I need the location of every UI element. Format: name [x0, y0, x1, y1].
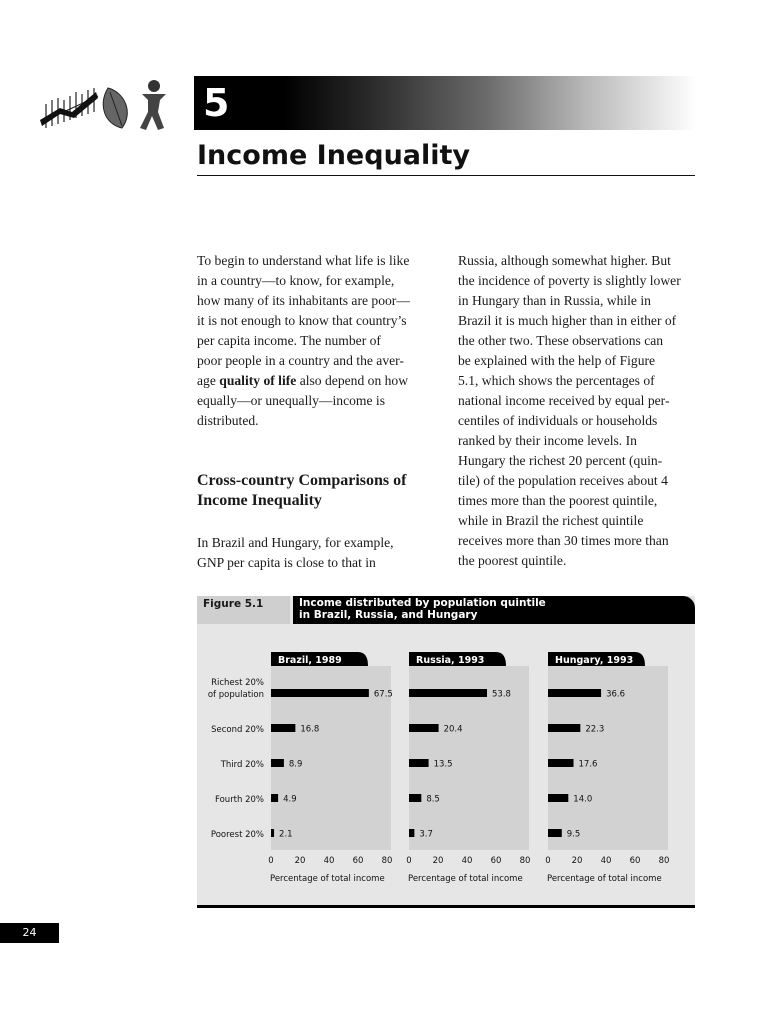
- text-line: Brazil it is much higher than in either of: [458, 313, 677, 328]
- text-line: Hungary the richest 20 percent (quin-: [458, 453, 663, 468]
- bar: [409, 794, 421, 802]
- bar: [271, 759, 284, 767]
- x-tick-label: 40: [323, 856, 335, 866]
- bar: [409, 724, 439, 732]
- text-line: while in Brazil the richest quintile: [458, 513, 644, 528]
- bar: [409, 689, 487, 697]
- data-label: 8.5: [426, 794, 440, 805]
- category-label: Second 20%: [211, 725, 264, 735]
- data-label: 16.8: [300, 724, 320, 735]
- text-line: the incidence of poverty is slightly lower: [458, 273, 681, 288]
- figure-5-1: [197, 596, 695, 906]
- income-quintile-chart: [197, 596, 695, 906]
- bar: [409, 829, 414, 837]
- x-tick-label: 80: [381, 856, 393, 866]
- x-tick-label: 0: [268, 856, 274, 866]
- text-line: be explained with the help of Figure: [458, 353, 656, 368]
- data-label: 36.6: [606, 689, 626, 700]
- x-tick-label: 20: [294, 856, 306, 866]
- x-tick-label: 80: [519, 856, 531, 866]
- data-label: 67.5: [373, 689, 393, 700]
- data-label: 14.0: [573, 794, 593, 805]
- panel-title: Brazil, 1989: [278, 655, 342, 666]
- text-line: in Hungary than in Russia, while in: [458, 293, 651, 308]
- x-tick-label: 80: [658, 856, 670, 866]
- bar: [548, 759, 574, 767]
- x-tick-label: 40: [461, 856, 473, 866]
- x-axis-label: Percentage of total income: [270, 874, 385, 884]
- chapter-title: Income Inequality: [197, 140, 471, 171]
- text-line: centiles of individuals or households: [458, 413, 658, 428]
- key-term: quality of life: [219, 373, 297, 388]
- text-line: the poorest quintile.: [458, 553, 567, 568]
- text-line: the other two. These observations can: [458, 333, 664, 348]
- data-label: 17.6: [578, 759, 598, 770]
- section-subheading: Cross-country Comparisons of Income Inequality: [197, 472, 407, 509]
- text-line: 5.1, which shows the percentages of: [458, 373, 655, 388]
- data-label: 13.5: [433, 759, 453, 770]
- x-tick-label: 20: [571, 856, 583, 866]
- bar: [271, 829, 274, 837]
- bar: [548, 724, 580, 732]
- body-paragraph-intro: To begin to understand what life is like in a country—to know, for example, how many of its inhabitants are poor— it is not enough to know that country’s per capita income. The number of poor people in a country and the aver- age quality of life also depend on how equally—or unequally—income is distributed.: [197, 253, 410, 428]
- body-paragraph-comparison: In Brazil and Hungary, for example, GNP per capita is close to that in: [197, 535, 394, 570]
- x-tick-label: 0: [545, 856, 551, 866]
- category-label: Fourth 20%: [215, 795, 264, 805]
- text-line: tile) of the population receives about 4: [458, 473, 668, 488]
- chapter-banner: [194, 76, 696, 130]
- data-label: 53.8: [492, 689, 511, 700]
- panel-title: Hungary, 1993: [555, 655, 634, 666]
- bar: [271, 724, 295, 732]
- category-label: Third 20%: [220, 760, 264, 770]
- bar: [548, 689, 601, 697]
- text-line: Russia, although somewhat higher. But: [458, 253, 671, 268]
- figure-label: Figure 5.1: [197, 596, 290, 624]
- data-label: 3.7: [419, 829, 433, 840]
- bar: [271, 794, 278, 802]
- data-label: 4.9: [283, 794, 297, 805]
- x-axis-label: Percentage of total income: [547, 874, 662, 884]
- data-label: 22.3: [585, 724, 605, 735]
- text-line: ranked by their income levels. In: [458, 433, 637, 448]
- text-line: times more than the poorest quintile,: [458, 493, 658, 508]
- bar: [271, 689, 369, 697]
- x-tick-label: 60: [352, 856, 364, 866]
- body-paragraph-continued: [458, 251, 698, 571]
- data-label: 20.4: [443, 724, 463, 735]
- x-axis-label: Percentage of total income: [408, 874, 523, 884]
- data-label: 9.5: [566, 829, 581, 840]
- chapter-number: 5: [203, 81, 230, 125]
- figure-bottom-rule: [197, 905, 695, 908]
- panel-title: Russia, 1993: [416, 655, 485, 666]
- x-tick-label: 20: [432, 856, 444, 866]
- chapter-logo-icon: [38, 78, 178, 134]
- bar: [548, 794, 568, 802]
- data-label: 2.1: [279, 829, 293, 840]
- title-rule: [197, 175, 695, 176]
- category-label: Poorest 20%: [210, 830, 264, 840]
- bar: [548, 829, 562, 837]
- bar: [409, 759, 429, 767]
- page-number: 24: [0, 923, 59, 943]
- data-label: 8.9: [288, 759, 303, 770]
- category-label: Richest 20%: [211, 678, 264, 688]
- text-line: receives more than 30 times more than: [458, 533, 669, 548]
- figure-title: Income distributed by population quintile in Brazil, Russia, and Hungary: [293, 596, 695, 624]
- x-tick-label: 60: [629, 856, 641, 866]
- x-tick-label: 0: [406, 856, 412, 866]
- x-tick-label: 40: [600, 856, 612, 866]
- x-tick-label: 60: [490, 856, 502, 866]
- category-label: of population: [207, 690, 264, 700]
- text-line: national income received by equal per-: [458, 393, 670, 408]
